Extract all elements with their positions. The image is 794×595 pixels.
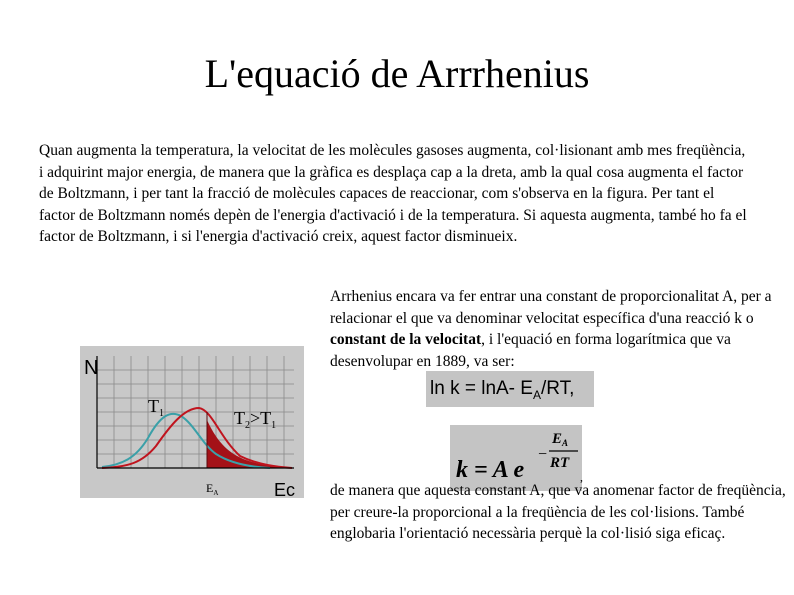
ea-label: $E_A$ (206, 481, 219, 497)
frequency-factor-paragraph: de manera que aquesta constant A, que va anomenar factor de freqüència, per creure-la proporcional a la freqüència de les col·lisions. També englobaria l'orientació necessària perquè la col·lisió siga eficaç. (330, 482, 786, 542)
paragraph-text-before: Arrhenius encara va fer entrar una constant de proporcionalitat A, per a relacionar el que va denominar velocitat específica d'una reacció k o (330, 288, 772, 327)
paragraph-text-after: , i l'equació en forma logarítmica que va desenvolupar en 1889, va ser: (330, 331, 731, 370)
boltzmann-distribution-figure (80, 346, 304, 498)
equation-trailing-comma: , (580, 470, 583, 484)
exponent-minus: − (538, 446, 548, 463)
distribution-plot (80, 346, 304, 498)
curve-t2-label: $T_2>T_1$ (234, 408, 277, 431)
exponent-numerator: $E_A$ (552, 431, 569, 448)
intro-paragraph: Quan augmenta la temperatura, la velocitat de les molècules gasoses augmenta, col·lisionant amb mes freqüència, i adquirint major energia, de manera que la gràfica es desplaça cap a la dreta, amb la qual cosa augmenta el factor de Boltzmann, i per tant la fracció de molècules capaces de reaccionar, com s'observa en la figura. Per tant el factor de Boltzmann només depèn de l'energia d'activació i de la temperatura. Si aquesta augmenta, també ho fa el factor de Boltzmann, i si l'energia d'activació creix, aquest factor disminueix. (39, 142, 747, 245)
log-arrhenius-equation: ln k = lnA- $E_A/RT$, (426, 371, 594, 407)
y-axis-label: N (84, 357, 99, 379)
curve-t1-label: $T_1$ (148, 396, 164, 419)
page-title: L'equació de Arrrhenius (204, 51, 590, 96)
arrhenius-paragraph (330, 286, 790, 372)
equation-lhs: k = A e (456, 457, 525, 483)
velocity-constant-term: constant de la velocitat (330, 331, 482, 348)
exponent-denominator: RT (550, 455, 570, 471)
x-axis-label: Ec (274, 480, 296, 498)
